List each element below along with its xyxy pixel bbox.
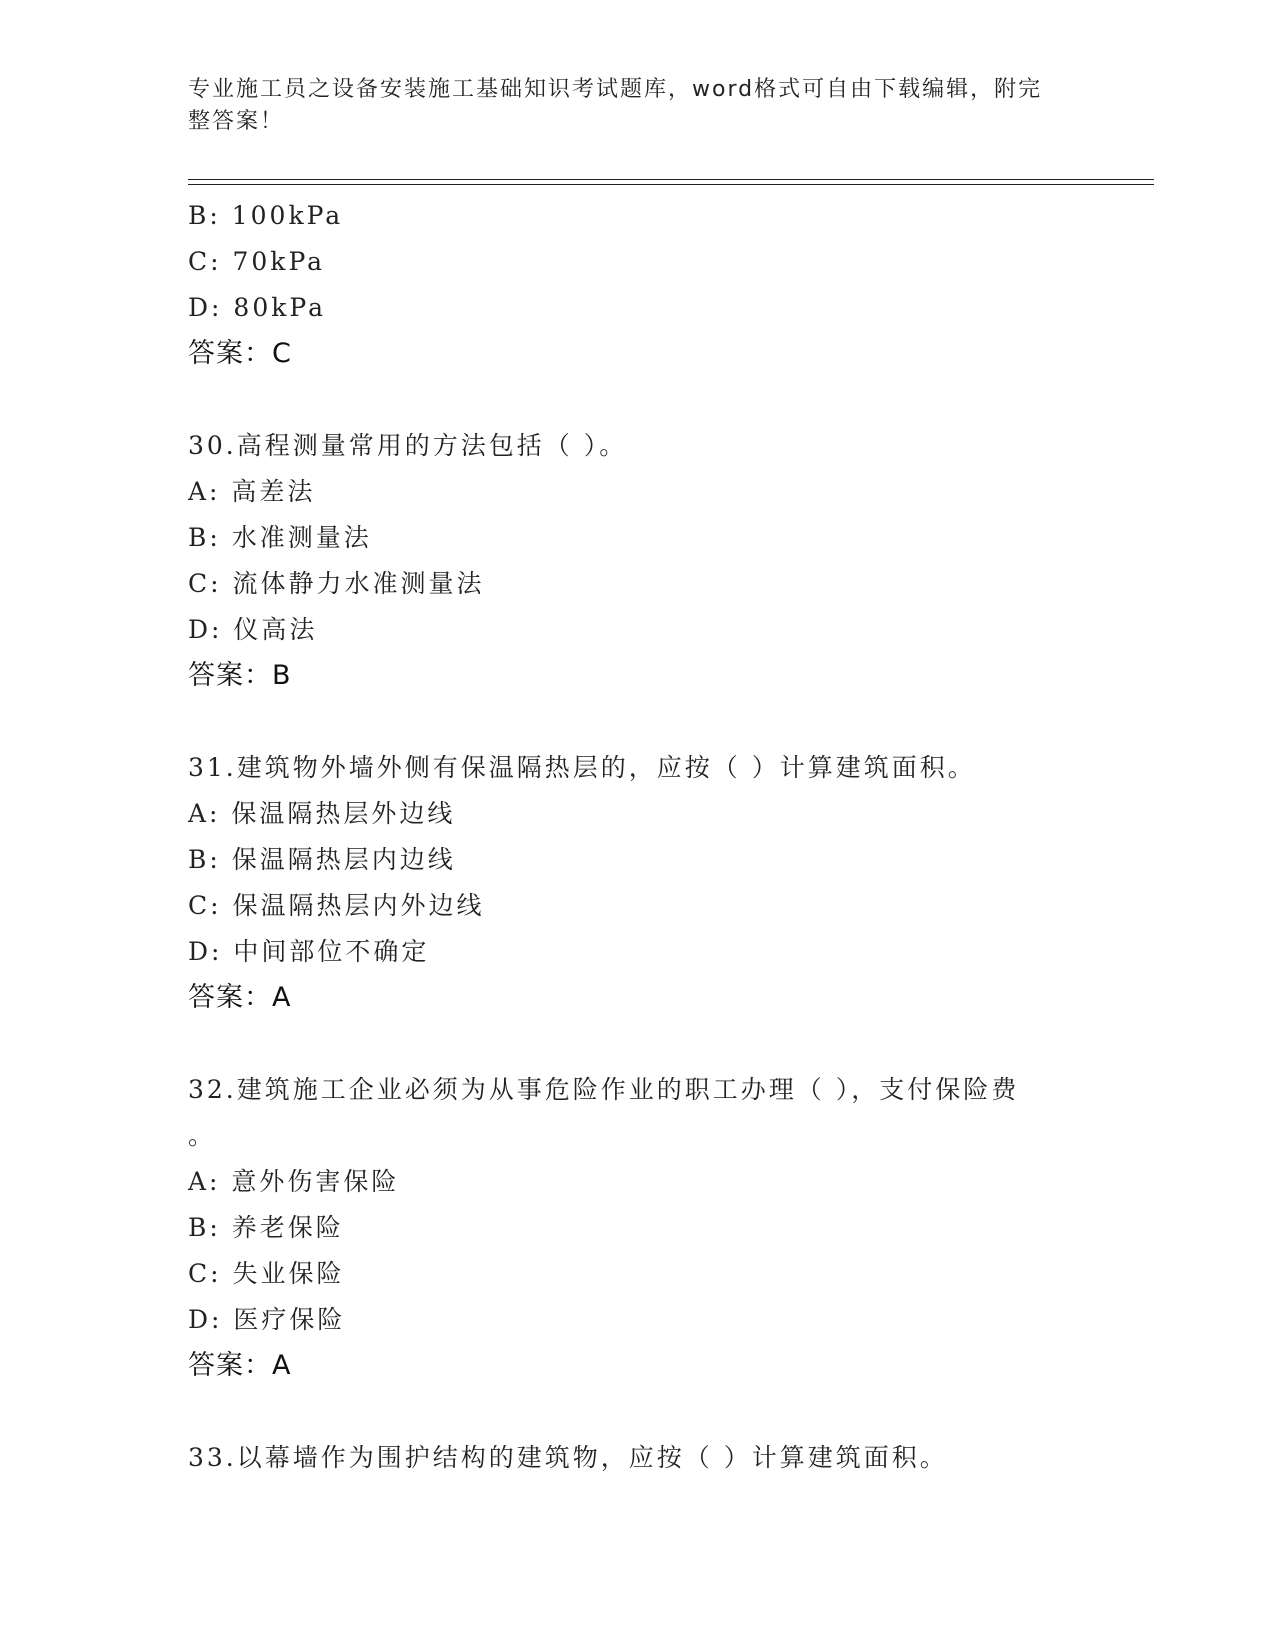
option-d: D: 仪高法 [188, 615, 318, 644]
option-c: C: 保温隔热层内外边线 [188, 891, 485, 920]
option-c: C: 失业保险 [188, 1259, 345, 1288]
option-b: B: 保温隔热层内边线 [188, 845, 456, 874]
question-33 [188, 1435, 1088, 1481]
answer: 答案：B [188, 660, 292, 691]
question-text: 30.高程测量常用的方法包括（ ）。 [188, 431, 628, 460]
document-body [188, 193, 1088, 1481]
option-d: D: 医疗保险 [188, 1305, 346, 1334]
option-d: D: 80kPa [188, 293, 326, 322]
header-line-1: 专业施工员之设备安装施工基础知识考试题库，word格式可自由下载编辑，附完 [188, 77, 1043, 102]
answer: 答案：A [188, 1350, 292, 1381]
header-rule-bottom [188, 184, 1154, 185]
question-32 [188, 1067, 1088, 1389]
question-31 [188, 745, 1088, 1021]
header-line-2: 整答案！ [188, 109, 285, 134]
question-text: 32.建筑施工企业必须为从事危险作业的职工办理（ ），支付保险费 [188, 1075, 1020, 1104]
question-text-wrap: 。 [188, 1121, 217, 1150]
option-c: C: 流体静力水准测量法 [188, 569, 485, 598]
spacer [188, 699, 1088, 745]
spacer [188, 1389, 1088, 1435]
option-a: A: 高差法 [188, 477, 316, 506]
option-a: A: 意外伤害保险 [188, 1167, 400, 1196]
question-text: 33.以幕墙作为围护结构的建筑物，应按（ ）计算建筑面积。 [188, 1443, 948, 1472]
answer: 答案：A [188, 982, 292, 1013]
question-29-tail [188, 193, 1088, 377]
option-b: B: 养老保险 [188, 1213, 344, 1242]
option-d: D: 中间部位不确定 [188, 937, 430, 966]
option-b: B: 100kPa [188, 201, 344, 230]
question-30 [188, 423, 1088, 699]
question-text: 31.建筑物外墙外侧有保温隔热层的，应按（ ）计算建筑面积。 [188, 753, 976, 782]
option-c: C: 70kPa [188, 247, 326, 276]
spacer [188, 1021, 1088, 1067]
spacer [188, 377, 1088, 423]
document-header [188, 74, 1068, 138]
answer: 答案：C [188, 338, 292, 369]
header-rule-top [188, 179, 1154, 180]
option-a: A: 保温隔热层外边线 [188, 799, 456, 828]
option-b: B: 水准测量法 [188, 523, 372, 552]
